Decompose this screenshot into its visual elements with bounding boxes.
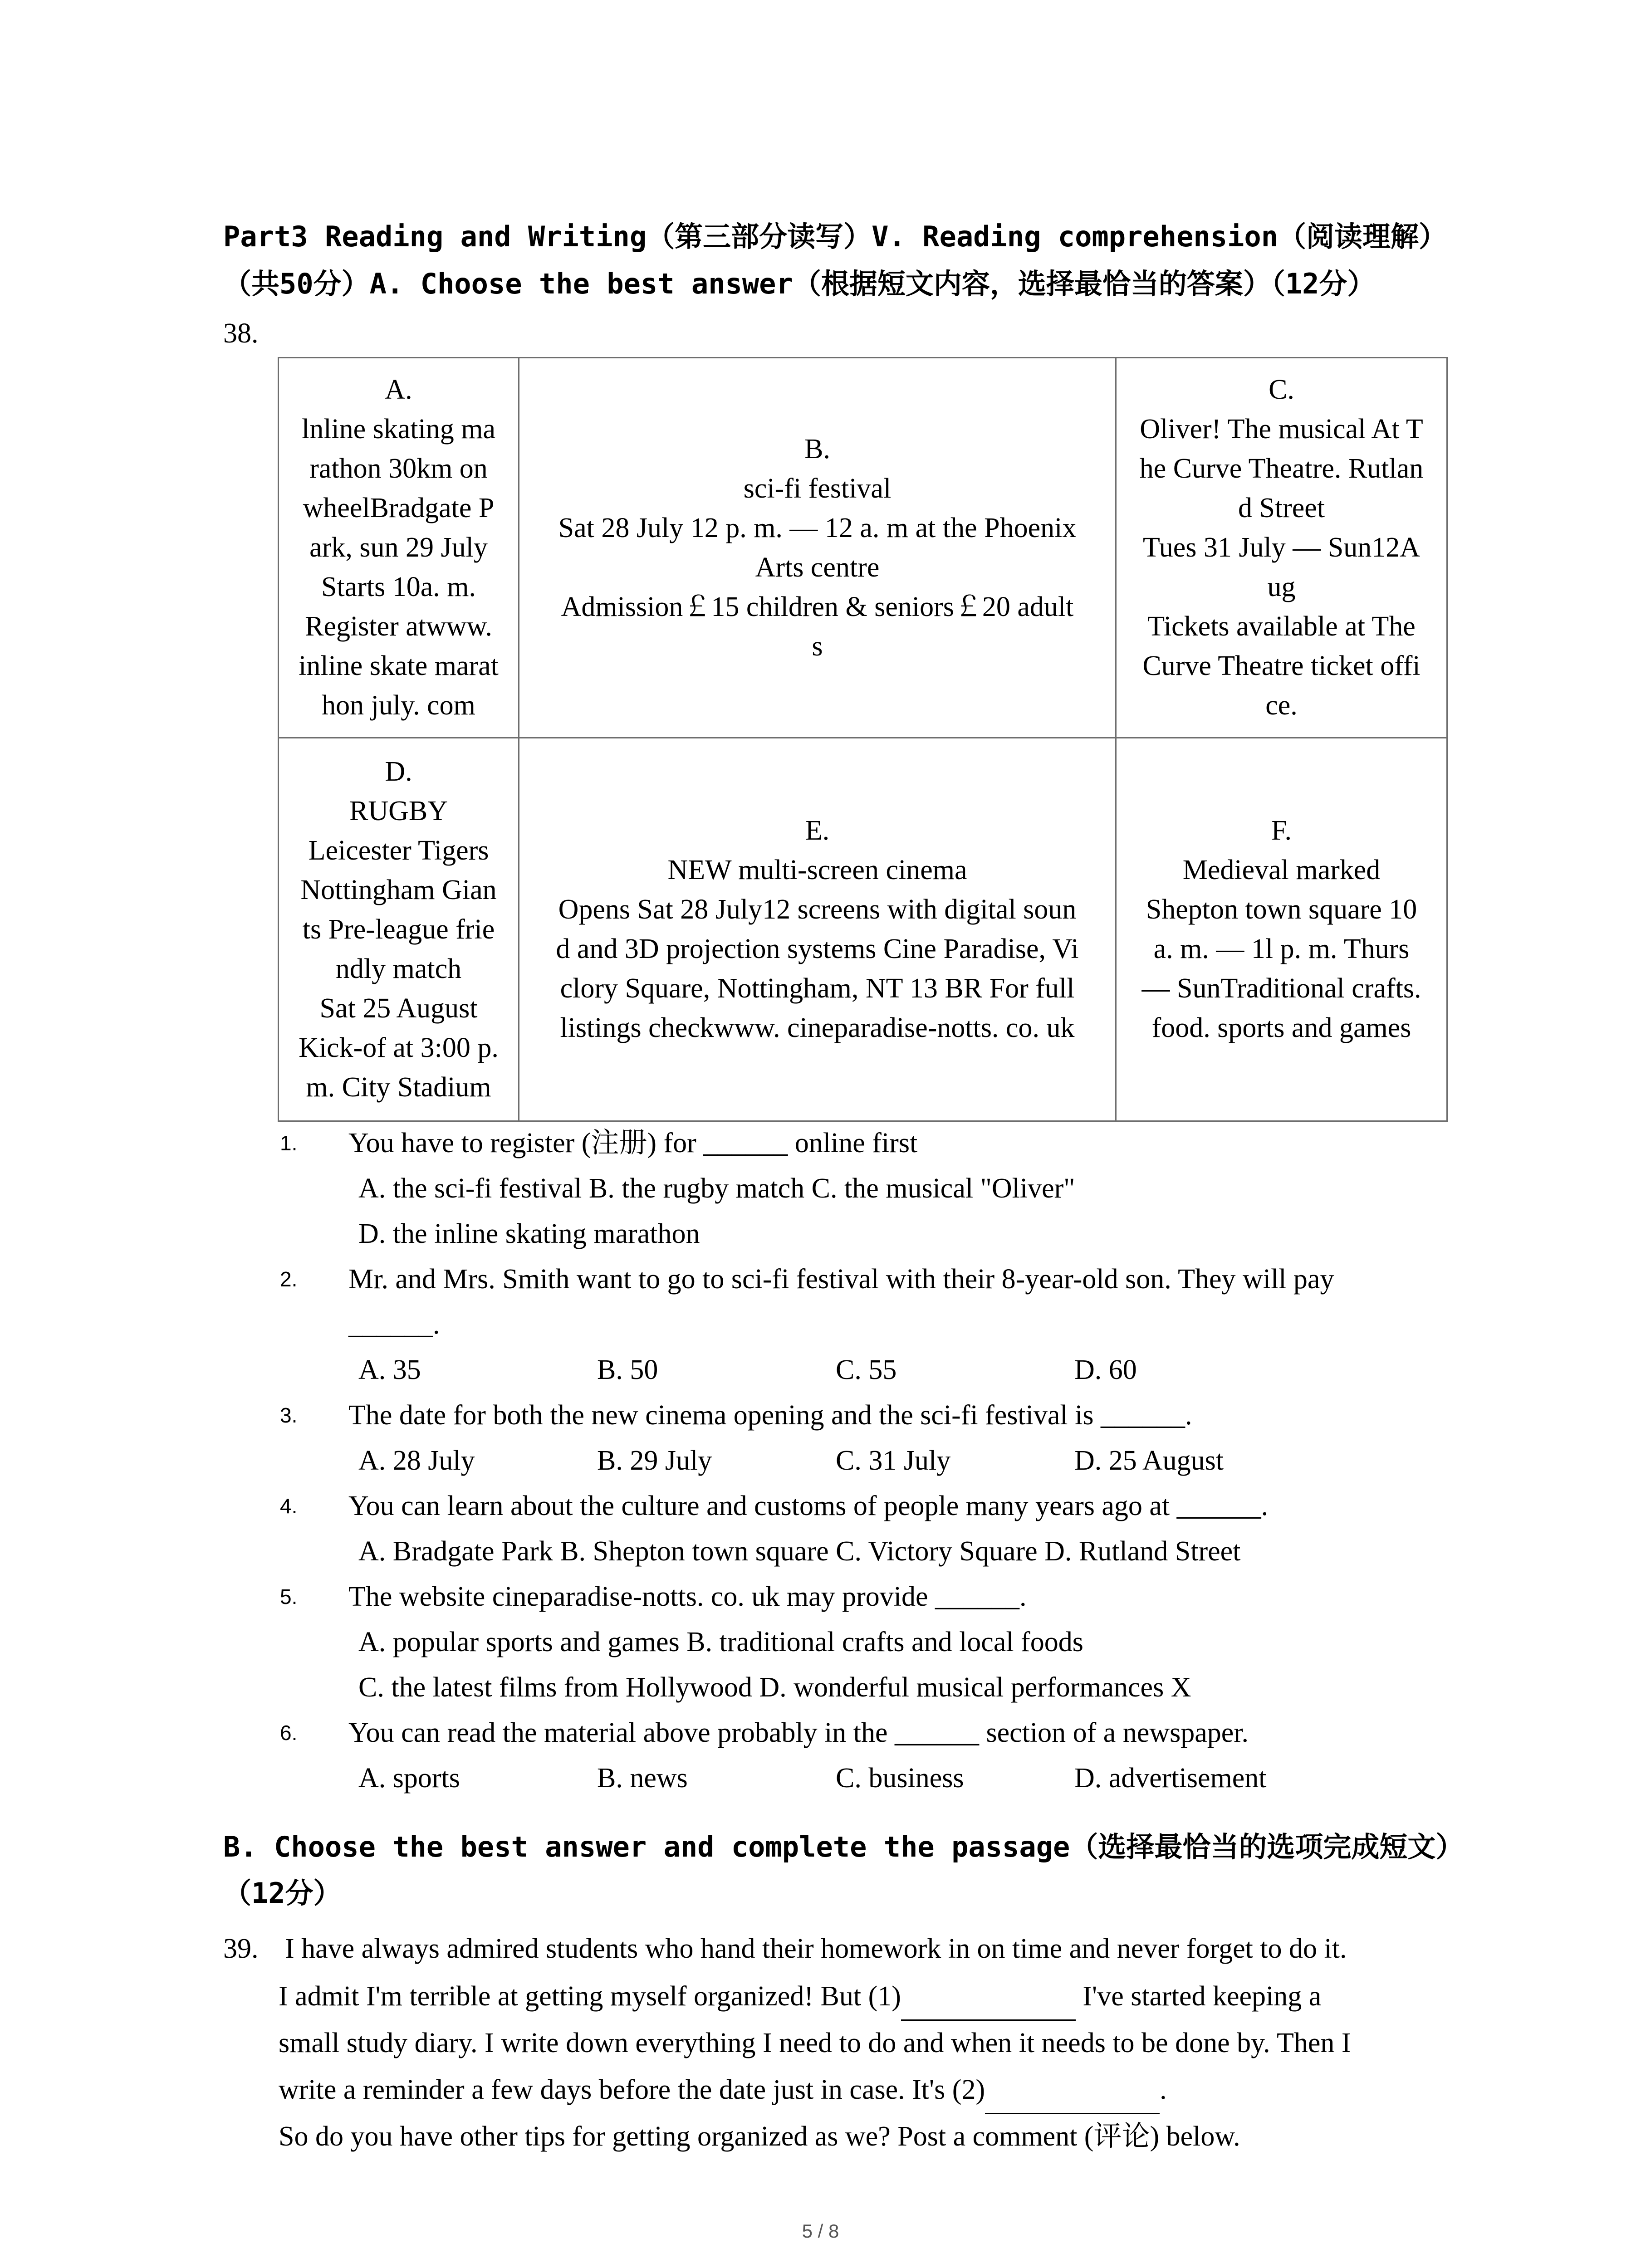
section-b-heading-line2: （12分） <box>223 1877 342 1910</box>
section-a-heading-line1: Part3 Reading and Writing（第三部分读写）V. Reading comprehension（阅读理解） <box>223 220 1447 253</box>
question-6-option-b: B. news <box>597 1763 688 1794</box>
ad-line: a. m. — 1l p. m. Thurs <box>1153 934 1410 964</box>
ad-line: B. <box>804 433 830 464</box>
question-2-text-cont: ______. <box>348 1309 440 1340</box>
question-3-text: The date for both the new cinema opening and the sci-fi festival is ______. <box>348 1400 1192 1431</box>
question-5-text: The website cineparadise-notts. co. uk may provide ______. <box>348 1581 1027 1612</box>
question-2-option-d: D. 60 <box>1074 1354 1137 1385</box>
question-5-options-row2: C. the latest films from Hollywood D. wonderful musical performances X <box>358 1672 1191 1703</box>
question-number-39: 39. <box>223 1933 259 1964</box>
ad-line: Tickets available at The <box>1147 611 1416 642</box>
ad-line: Shepton town square 10 <box>1146 894 1417 925</box>
ad-cell-f <box>1116 738 1447 1121</box>
question-2-text: Mr. and Mrs. Smith want to go to sci-fi festival with their 8-year-old son. They will pay <box>348 1264 1334 1295</box>
question-3-option-d: D. 25 August <box>1074 1445 1224 1476</box>
ad-line: Curve Theatre ticket offi <box>1142 650 1421 681</box>
question-4-options-row1: A. Bradgate Park B. Shepton town square C. Victory Square D. Rutland Street <box>358 1536 1241 1567</box>
question-1-options-row1: A. the sci-fi festival B. the rugby match C. the musical "Oliver" <box>358 1173 1075 1204</box>
ad-line: listings checkwww. cineparadise-notts. co. uk <box>560 1012 1075 1043</box>
ad-line: m. City Stadium <box>306 1071 491 1103</box>
ad-line: d and 3D projection systems Cine Paradise, Vi <box>556 934 1079 964</box>
ad-line: Admission￡15 children & seniors￡20 adult <box>561 591 1074 622</box>
passage-line-4 <box>279 2067 1167 2114</box>
ad-line: Register atwww. <box>305 611 492 642</box>
passage-line-4-b: . <box>1160 2074 1167 2105</box>
question-6-number: 6. <box>280 1721 298 1745</box>
question-4-number: 4. <box>280 1494 298 1518</box>
question-5-number: 5. <box>280 1585 298 1608</box>
ad-line: clory Square, Nottingham, NT 13 BR For full <box>560 973 1075 1004</box>
ad-line: rathon 30km on <box>309 453 488 484</box>
question-6-option-a: A. sports <box>358 1763 460 1794</box>
ad-cell-e <box>519 738 1116 1121</box>
question-number-38: 38. <box>223 318 259 349</box>
passage-line-3: small study diary. I write down everything I need to do and when it needs to be done by. Then I <box>279 2028 1351 2058</box>
blank-1 <box>901 1973 1076 2021</box>
ad-line: food. sports and games <box>1151 1012 1411 1043</box>
ad-line: ndly match <box>335 953 462 984</box>
ad-line: d Street <box>1238 493 1325 523</box>
ad-line: Starts 10a. m. <box>321 572 476 602</box>
page-number: 5 / 8 <box>802 2220 839 2242</box>
ad-line: hon july. com <box>322 690 475 721</box>
ad-line: C. <box>1269 374 1294 405</box>
blank-2 <box>985 2067 1160 2114</box>
ad-line: ce. <box>1265 690 1298 721</box>
question-2-option-c: C. 55 <box>836 1354 897 1385</box>
question-6-option-d: D. advertisement <box>1074 1763 1267 1794</box>
question-5-options-row1: A. popular sports and games B. traditional crafts and local foods <box>358 1627 1083 1657</box>
question-1-text: You have to register (注册) for ______ online first <box>348 1128 918 1158</box>
ad-line: Medieval marked <box>1182 855 1381 885</box>
ad-line: D. <box>385 756 412 787</box>
ad-line: Tues 31 July — Sun12A <box>1143 532 1420 563</box>
ad-line: he Curve Theatre. Rutlan <box>1139 453 1424 484</box>
ad-line: RUGBY <box>349 795 448 826</box>
section-b-heading-line1: B. Choose the best answer and complete the passage（选择最恰当的选项完成短文） <box>223 1830 1464 1863</box>
question-3-option-b: B. 29 July <box>597 1445 712 1476</box>
ad-line: Leicester Tigers <box>308 835 489 866</box>
ad-cell-a <box>279 358 519 738</box>
ad-line: lnline skating ma <box>301 414 496 445</box>
ad-line: F. <box>1271 815 1292 846</box>
passage-line-1: I have always admired students who hand their homework in on time and never forget to do it. <box>285 1933 1347 1964</box>
question-6-text: You can read the material above probably in the ______ section of a newspaper. <box>348 1717 1249 1748</box>
ad-line: Kick-of at 3:00 p. <box>299 1032 499 1063</box>
ad-cell-c <box>1116 358 1447 738</box>
question-3-option-a: A. 28 July <box>358 1445 475 1476</box>
ad-line: wheelBradgate P <box>303 493 495 523</box>
question-2-option-b: B. 50 <box>597 1354 658 1385</box>
advertisement-table <box>278 357 1448 1122</box>
ad-line: Sat 25 August <box>319 992 478 1024</box>
question-6-option-c: C. business <box>836 1763 964 1794</box>
ad-line: Oliver! The musical At T <box>1140 414 1423 445</box>
passage-line-2-a: I admit I'm terrible at getting myself organized! But (1) <box>279 1981 901 2012</box>
passage-line-5: So do you have other tips for getting organized as we? Post a comment (评论) below. <box>279 2121 1240 2152</box>
question-1-number: 1. <box>280 1131 298 1155</box>
ad-line: — SunTraditional crafts. <box>1141 973 1421 1004</box>
ad-line: ts Pre-league frie <box>302 914 495 945</box>
ad-line: A. <box>385 374 412 405</box>
ad-line: ug <box>1267 572 1296 602</box>
ad-line: Sat 28 July 12 p. m. — 12 a. m at the Phoenix <box>558 512 1077 543</box>
ad-line: NEW multi-screen cinema <box>667 855 967 885</box>
ad-line: inline skate marat <box>299 650 499 681</box>
passage-line-2-b: I've started keeping a <box>1075 1981 1322 2012</box>
ad-cell-b <box>519 358 1116 738</box>
question-3-number: 3. <box>280 1403 298 1427</box>
question-3-option-c: C. 31 July <box>836 1445 951 1476</box>
question-2-option-a: A. 35 <box>358 1354 421 1385</box>
ad-line: Arts centre <box>755 552 880 583</box>
question-2-number: 2. <box>280 1267 298 1291</box>
question-1-options-row2: D. the inline skating marathon <box>358 1218 700 1249</box>
question-4-text: You can learn about the culture and customs of people many years ago at ______. <box>348 1491 1269 1521</box>
passage-line-4-a: write a reminder a few days before the date just in case. It's (2) <box>279 2074 985 2105</box>
ad-line: E. <box>805 815 830 846</box>
ad-line: sci-fi festival <box>743 473 892 504</box>
ad-line: Nottingham Gian <box>300 874 497 905</box>
passage-line-2 <box>279 1973 1321 2021</box>
ad-line: ark, sun 29 July <box>309 532 488 563</box>
ad-cell-d <box>279 738 519 1121</box>
ad-line: s <box>812 631 823 662</box>
ad-line: Opens Sat 28 July12 screens with digital soun <box>558 894 1077 925</box>
section-a-heading-line2: （共50分）A. Choose the best answer（根据短文内容，选择最恰当的答案）（12分） <box>223 267 1376 300</box>
